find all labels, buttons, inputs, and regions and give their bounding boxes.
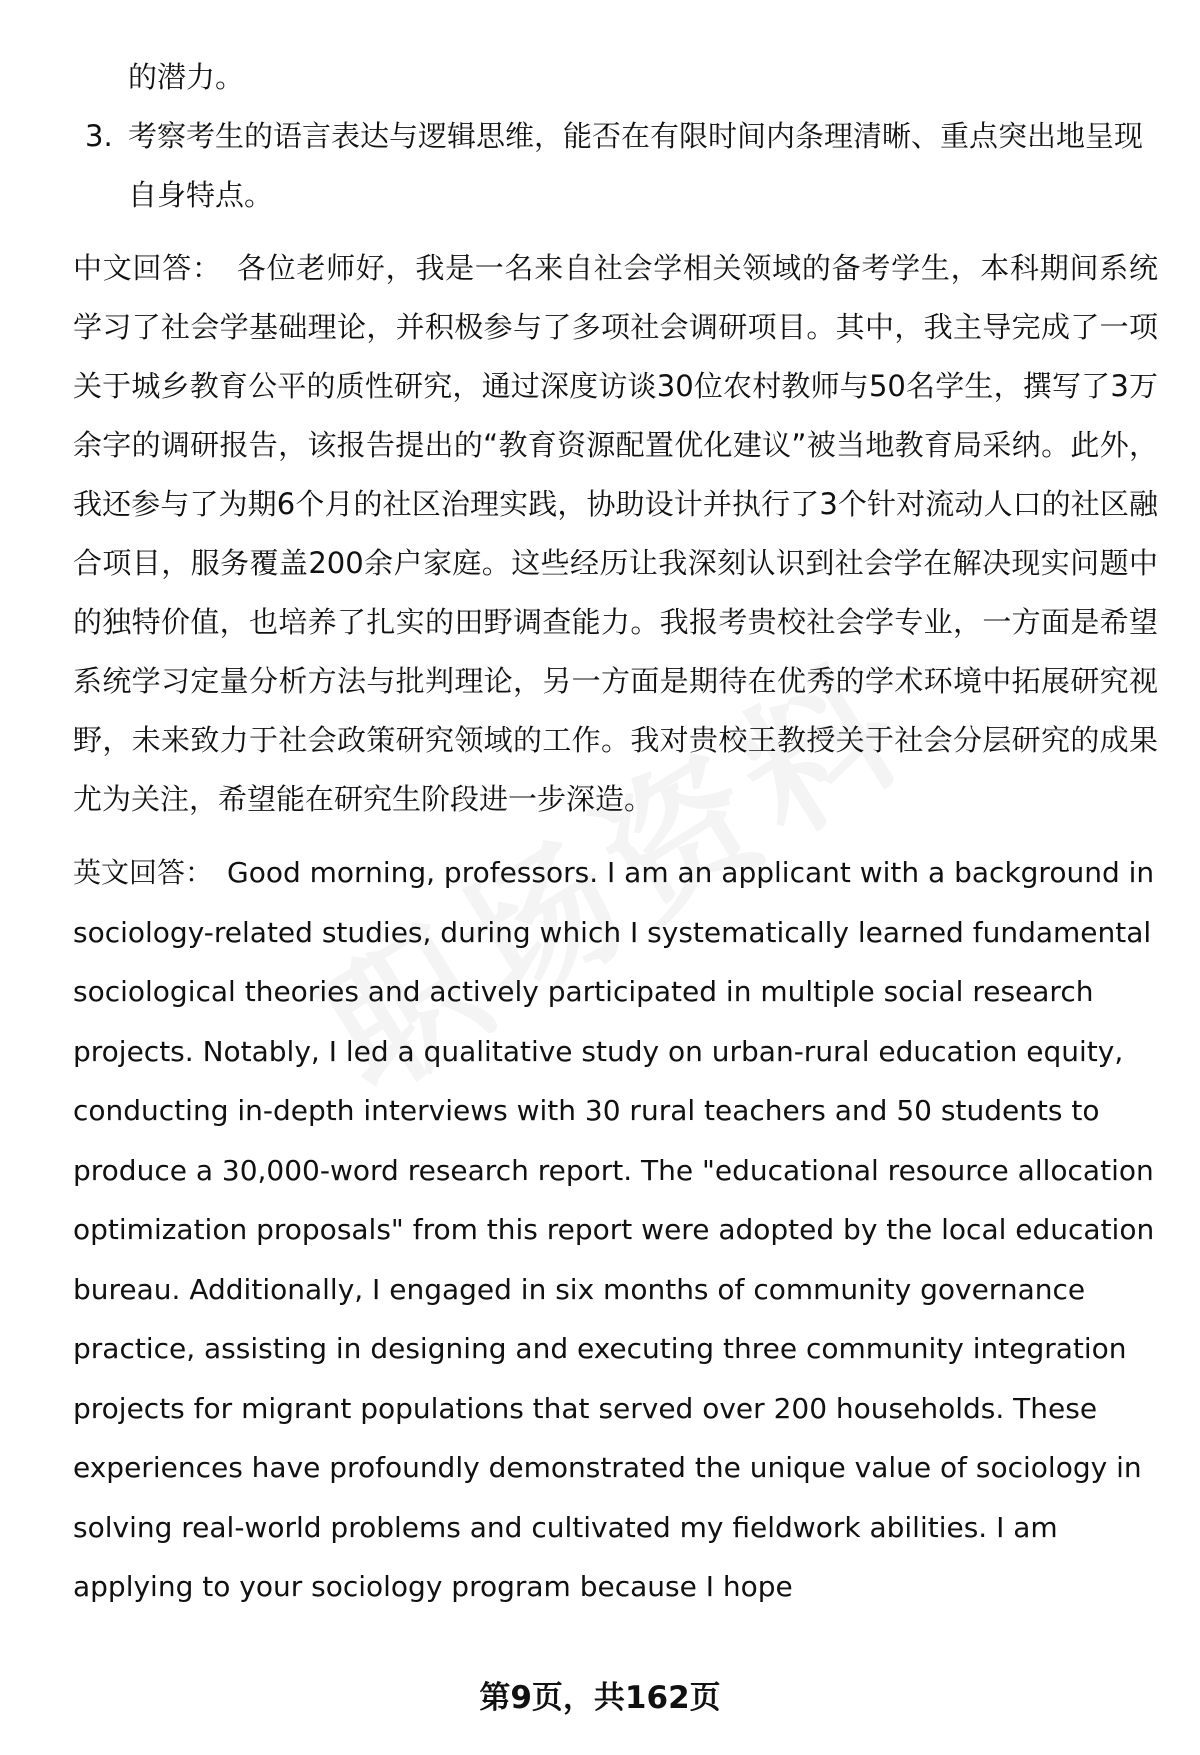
chinese-answer-text: 各位老师好，我是一名来自社会学相关领域的备考学生，本科期间系统学习了社会学基础理论，并积极参与了多项社会调研项目。其中，我主导完成了一项关于城乡教育公平的质性研究，通过深度访谈30位农村教师与50名学生，撰写了3万余字的调研报告，该报告提出的“教育资源配置优化建议”被当地教育局采纳。此外，我还参与了为期6个月的社区治理实践，协助设计并执行了3个针对流动人口的社区融合项目，服务覆盖200余户家庭。这些经历让我深刻认识到社会学在解决现实问题中的独特价值，也培养了扎实的田野调查能力。我报考贵校社会学专业，一方面是希望系统学习定量分析方法与批判理论，另一方面是期待在优秀的学术环境中拓展研究视野，未来致力于社会政策研究领域的工作。我对贵校王教授关于社会分层研究的成果尤为关注，希望能在研究生阶段进一步深造。 <box>73 251 1158 816</box>
list-item-3 <box>73 107 1158 225</box>
english-answer-text: Good morning, professors. I am an applicant with a background in sociology-related studies, during which I systematically learned fundamental sociological theories and actively participated in multiple social research projects. Notably, I led a qualitative study on urban-rural education equity, conducting in-depth interviews with 30 rural teachers and 50 students to produce a 30,000-word research report. The "educational resource allocation optimization proposals" from this report were adopted by the local education bureau. Additionally, I engaged in six months of community governance practice, assisting in designing and executing three community integration projects for migrant populations that served over 200 households. These experiences have profoundly demonstrated the unique value of sociology in solving real-world problems and cultivated my fieldwork abilities. I am applying to your sociology program because I hope <box>73 856 1155 1603</box>
page-number-footer: 第9页，共162页 <box>479 1680 721 1716</box>
page-content <box>73 48 1158 1617</box>
list-item-text: 考察考生的语言表达与逻辑思维，能否在有限时间内条理清晰、重点突出地呈现自身特点。 <box>128 119 1144 212</box>
list-number: 3. <box>85 119 113 153</box>
list-item-continuation: 的潜力。 <box>128 60 245 94</box>
english-answer-label: 英文回答： <box>73 856 214 889</box>
chinese-answer-label: 中文回答： <box>73 251 222 285</box>
english-answer-paragraph <box>73 843 1158 1617</box>
chinese-answer-paragraph <box>73 239 1158 829</box>
